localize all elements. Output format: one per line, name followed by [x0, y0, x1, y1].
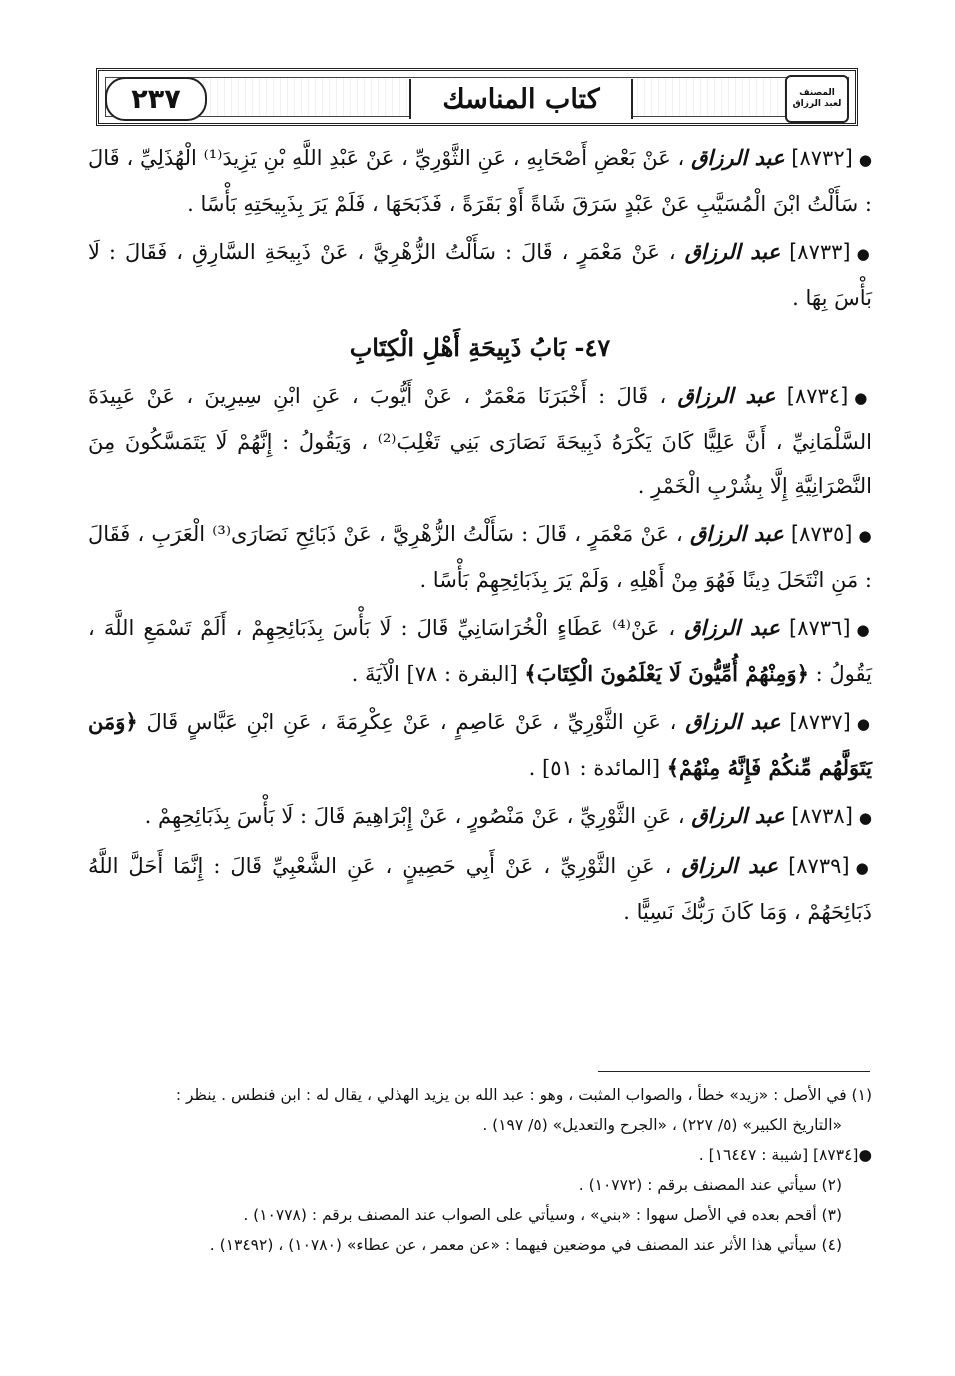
- publisher-logo: [785, 75, 849, 123]
- hadith-number: [٨٧٣٨]: [791, 804, 853, 828]
- hadith-number: [٨٧٣٥]: [790, 522, 853, 546]
- hadith-text: ، عَنِ الثَّوْرِيِّ ، عَنْ مَنْصُورٍ ، عَنْ إِبْرَاهِيمَ قَالَ : لَا بَأْسَ بِذَبَائِحِهِمْ .: [144, 804, 685, 828]
- bullet-icon: ●: [856, 245, 872, 263]
- bullet-icon: ●: [858, 809, 872, 827]
- hadith-number: [٨٧٣٣]: [789, 240, 851, 264]
- footnote-2: (٢) سيأتي عند المصنف برقم : (١٠٧٧٢) .: [578, 1176, 842, 1194]
- book-title: كتاب المناسك: [409, 79, 633, 119]
- hadith-number: [٨٧٣٧]: [789, 710, 851, 734]
- hadith-text: ، عَنِ الثَّوْرِيِّ ، عَنْ عَاصِمٍ ، عَنْ عِكْرِمَةَ ، عَنِ ابْنِ عَبَّاسٍ قَالَ: [146, 710, 677, 734]
- hadith-number: [٨٧٣٩]: [788, 854, 850, 878]
- hadith-text: ، عَنِ الثَّوْرِيِّ ، عَنْ أَبِي حَصِينٍ ، عَنِ الشَّعْبِيِّ قَالَ : إِنَّمَا أَحَلَّ اللَّهُ ذَبَائِحَهُمْ ، وَمَا كَانَ رَبُّكَ نَسِيًّا .: [88, 854, 872, 924]
- footnote-cross-reference: ●[٨٧٣٤] [شيبة : ١٦٤٤٧] .: [698, 1146, 872, 1164]
- hadith-entry-8738: [88, 794, 872, 840]
- logo-line-1: المصنف: [799, 88, 835, 98]
- narrator-name: عبد الرزاق: [677, 383, 776, 408]
- page-header: [96, 68, 858, 126]
- quran-reference: [البقرة : ٧٨] الْآيَةَ .: [351, 662, 518, 686]
- quran-quote: ﴿وَمِنْهُمْ أُمِّيُّونَ لَا يَعْلَمُونَ الْكِتَابَ﴾: [524, 661, 809, 686]
- hadith-entry-8736: [88, 606, 872, 696]
- narrator-name: عبد الرزاق: [691, 803, 785, 828]
- hadith-text: ، قَالَ : أَخْبَرَنَا مَعْمَرٌ ، عَنْ أَيُّوبَ ، عَنِ ابْنِ سِيرِينَ ، عَنْ عَبِيدَةَ السَّلْمَانِيِّ ، أَنَّ عَلِيًّا كَانَ يَكْرَهُ ذَبِيحَةَ نَصَارَى بَنِي تَغْلِبَ⁽²⁾ ، وَيَقُولُ : إِنَّهُمْ لَا يَتَمَسَّكُونَ مِنَ النَّصْرَانِيَّةِ إِلَّا بِشُرْبِ الْخَمْرِ .: [88, 384, 872, 498]
- hadith-entry-8732: [88, 136, 872, 226]
- hadith-number: [٨٧٣٤]: [786, 384, 849, 408]
- hadith-entry-8739: [88, 844, 872, 934]
- narrator-name: عبد الرزاق: [691, 145, 785, 170]
- hadith-entry-8737: [88, 700, 872, 790]
- hadith-text: ، عَنْ مَعْمَرٍ ، قَالَ : سَأَلْتُ الزُّهْرِيَّ ، عَنْ ذَبَائِحِ نَصَارَى⁽³⁾ الْعَرَبِ ، فَقَالَ : مَنِ انْتَحَلَ دِينًا فَهُوَ مِنْ أَهْلِهِ ، وَلَمْ يَرَ بِذَبَائِحِهِمْ بَأْسًا .: [88, 522, 872, 592]
- hadith-text: ، عَنْ مَعْمَرٍ ، قَالَ : سَأَلْتُ الزُّهْرِيَّ ، عَنْ ذَبِيحَةِ السَّارِقِ ، فَقَالَ : لَا بَأْسَ بِهَا .: [88, 240, 872, 310]
- hadith-number: [٨٧٣٦]: [789, 616, 851, 640]
- main-text: [88, 136, 872, 938]
- narrator-name: عبد الرزاق: [681, 853, 779, 878]
- bullet-icon: ●: [858, 151, 873, 169]
- bullet-icon: ●: [855, 859, 873, 877]
- hadith-entry-8734: [88, 374, 872, 508]
- page-number: ٢٣٧: [105, 77, 207, 121]
- narrator-name: عبد الرزاق: [684, 615, 780, 640]
- chapter-title: ٤٧- بَابُ ذَبِيحَةِ أَهْلِ الْكِتَابِ: [349, 333, 611, 362]
- footnote-4: (٤) سيأتي هذا الأثر عند المصنف في موضعين فيهما : «عن معمر ، عن عطاء» (١٠٧٨٠) ، (١٣٤٩٢) .: [209, 1236, 842, 1254]
- bullet-icon: ●: [856, 715, 872, 733]
- bullet-icon: ●: [858, 1146, 872, 1164]
- hadith-text: ، عَنْ⁽⁴⁾ عَطَاءٍ الْخُرَاسَانِيِّ قَالَ : لَا بَأْسَ بِذَبَائِحِهِمْ ، أَلَمْ تَسْمَعِ اللَّهَ ، يَقُولُ :: [88, 616, 872, 686]
- logo-line-2: لعبد الرزاق: [792, 99, 842, 109]
- quran-quote: ﴿وَمَن يَتَوَلَّهُم مِّنكُمْ فَإِنَّهُ مِنْهُمْ﴾: [88, 709, 872, 780]
- quran-reference: [المائدة : ٥١] .: [528, 756, 661, 780]
- footnote-1: (١) في الأصل : «زيد» خطأ ، والصواب المثبت ، وهو : عبد الله بن يزيد الهذلي ، يقال له : ابن فنطس . ينظر :: [175, 1086, 872, 1104]
- footnote-3: (٣) أقحم بعده في الأصل سهوا : «بني» ، وسيأتي على الصواب عند المصنف برقم : (١٠٧٧٨) .: [243, 1206, 842, 1224]
- narrator-name: عبد الرزاق: [689, 521, 784, 546]
- footnote-1-continuation: «التاريخ الكبير» (٥/ ٢٢٧) ، «الجرح والتعديل» (٥/ ١٩٧) .: [482, 1116, 842, 1134]
- footnote-divider: [598, 1071, 870, 1072]
- hadith-number: [٨٧٣٢]: [791, 146, 853, 170]
- narrator-name: عبد الرزاق: [684, 239, 781, 264]
- hadith-text: ، عَنْ بَعْضِ أَصْحَابِهِ ، عَنِ الثَّوْرِيِّ ، عَنْ عَبْدِ اللَّهِ بْنِ يَزِيدَ⁽¹⁾ الْهُذَلِيِّ ، قَالَ : سَأَلْتُ ابْنَ الْمُسَيَّبِ عَنْ عَبْدٍ سَرَقَ شَاةً أَوْ بَقَرَةً ، فَذَبَحَهَا ، فَلَمْ يَرَ بِذَبِيحَتِهِ بَأْسًا .: [88, 146, 872, 216]
- bullet-icon: ●: [856, 621, 872, 639]
- bullet-icon: ●: [858, 527, 872, 545]
- hadith-entry-8733: [88, 230, 872, 320]
- footnotes: [88, 1080, 872, 1260]
- bullet-icon: ●: [854, 389, 872, 407]
- narrator-name: عبد الرزاق: [685, 709, 781, 734]
- hadith-entry-8735: [88, 512, 872, 602]
